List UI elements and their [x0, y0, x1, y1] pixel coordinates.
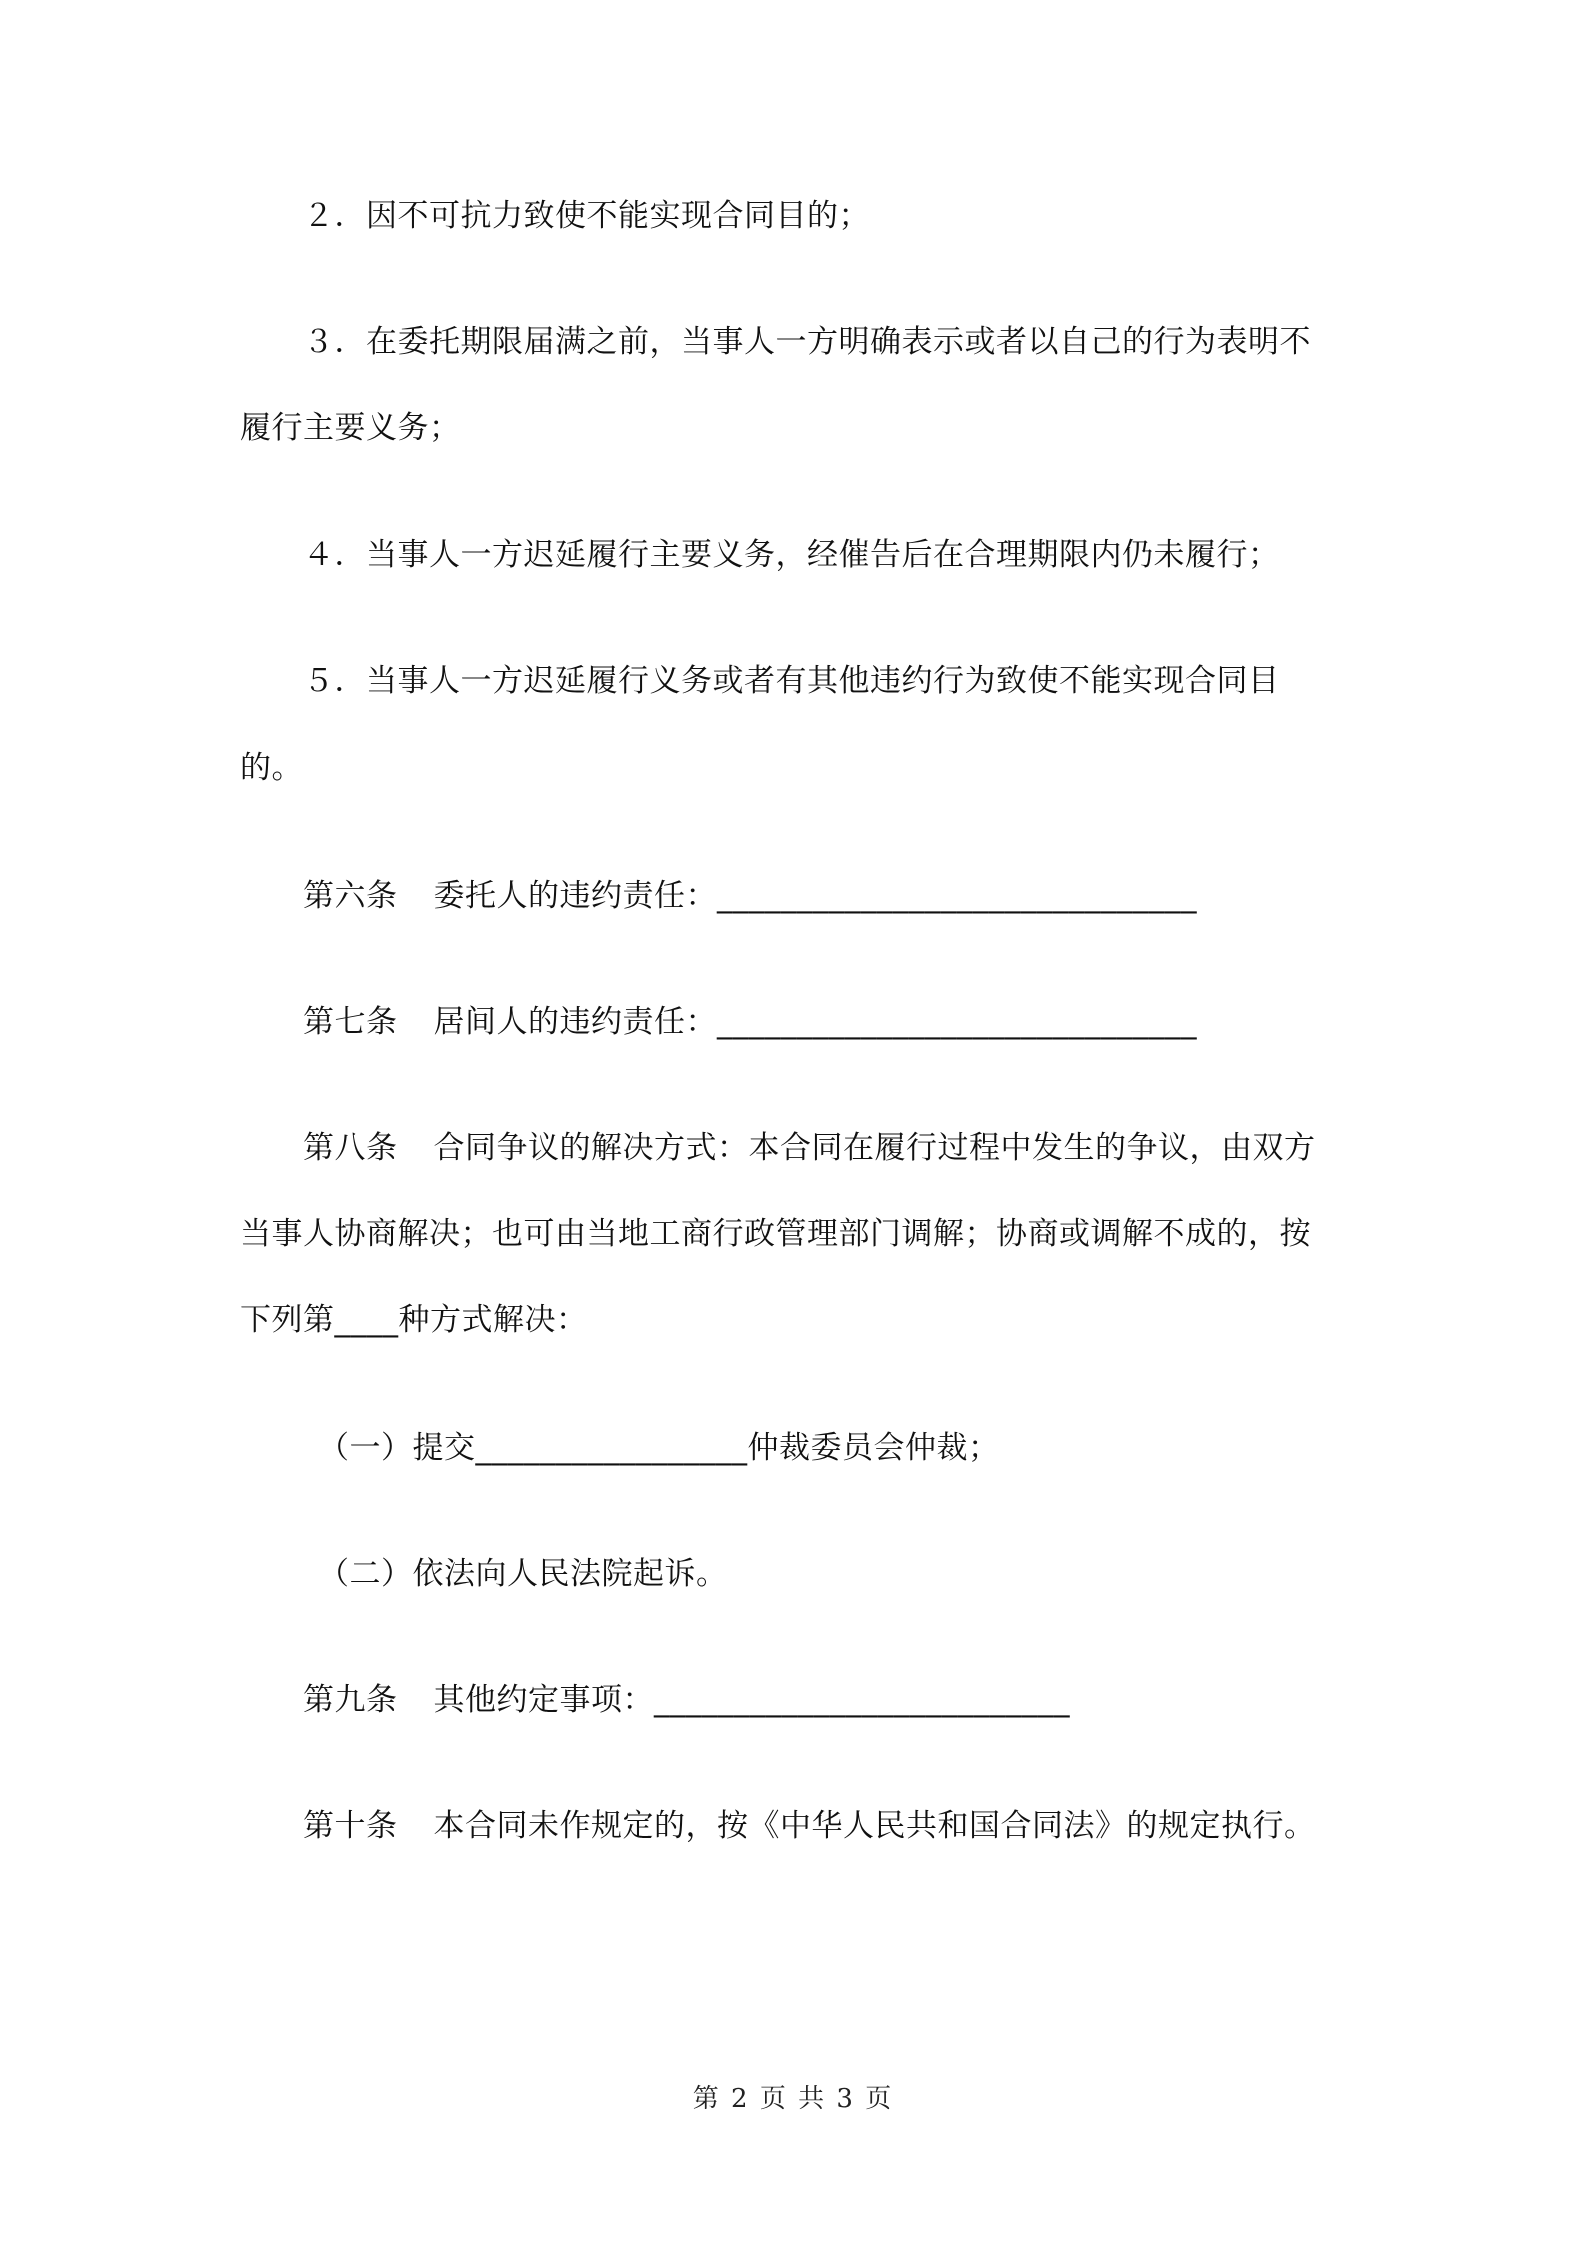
article-8-number: 第八条	[303, 1130, 398, 1166]
article-8-line-3: 下列第____种方式解决：	[240, 1302, 588, 1338]
dispute-option-2: （二）依法向人民法院起诉。	[318, 1556, 728, 1592]
article-10-number: 第十条	[303, 1808, 398, 1844]
article-9	[303, 1680, 1423, 1720]
clause-item-3-line-2: 履行主要义务；	[240, 410, 461, 446]
article-8-text: 合同争议的解决方式：本合同在履行过程中发生的争议，由双方	[433, 1130, 1316, 1166]
article-6-number: 第六条	[303, 878, 398, 914]
article-10-text: 本合同未作规定的，按《中华人民共和国合同法》的规定执行。	[433, 1808, 1316, 1844]
page-number-footer: 第 2 页 共 3 页	[692, 2084, 894, 2114]
clause-item-5-line-2: 的。	[240, 750, 303, 786]
clause-item-4: ４．当事人一方迟延履行主要义务，经催告后在合理期限内仍未履行；	[303, 537, 1280, 573]
article-10	[303, 1806, 1423, 1846]
article-6	[303, 876, 1423, 916]
article-6-text: 委托人的违约责任：______________________________	[433, 878, 1197, 914]
article-7	[303, 1002, 1423, 1042]
article-9-number: 第九条	[303, 1682, 398, 1718]
clause-item-3-line-1: ３．在委托期限届满之前，当事人一方明确表示或者以自己的行为表明不	[303, 324, 1311, 360]
article-8-line-2: 当事人协商解决；也可由当地工商行政管理部门调解；协商或调解不成的，按	[240, 1216, 1311, 1252]
article-7-text: 居间人的违约责任：______________________________	[433, 1004, 1197, 1040]
article-7-number: 第七条	[303, 1004, 398, 1040]
clause-item-5-line-1: ５．当事人一方迟延履行义务或者有其他违约行为致使不能实现合同目	[303, 663, 1280, 699]
article-9-text: 其他约定事项：__________________________	[433, 1682, 1070, 1718]
clause-item-2: ２．因不可抗力致使不能实现合同目的；	[303, 198, 870, 234]
dispute-option-1: （一）提交_________________仲裁委员会仲裁；	[318, 1430, 1000, 1466]
article-8-line-1	[303, 1128, 1423, 1168]
